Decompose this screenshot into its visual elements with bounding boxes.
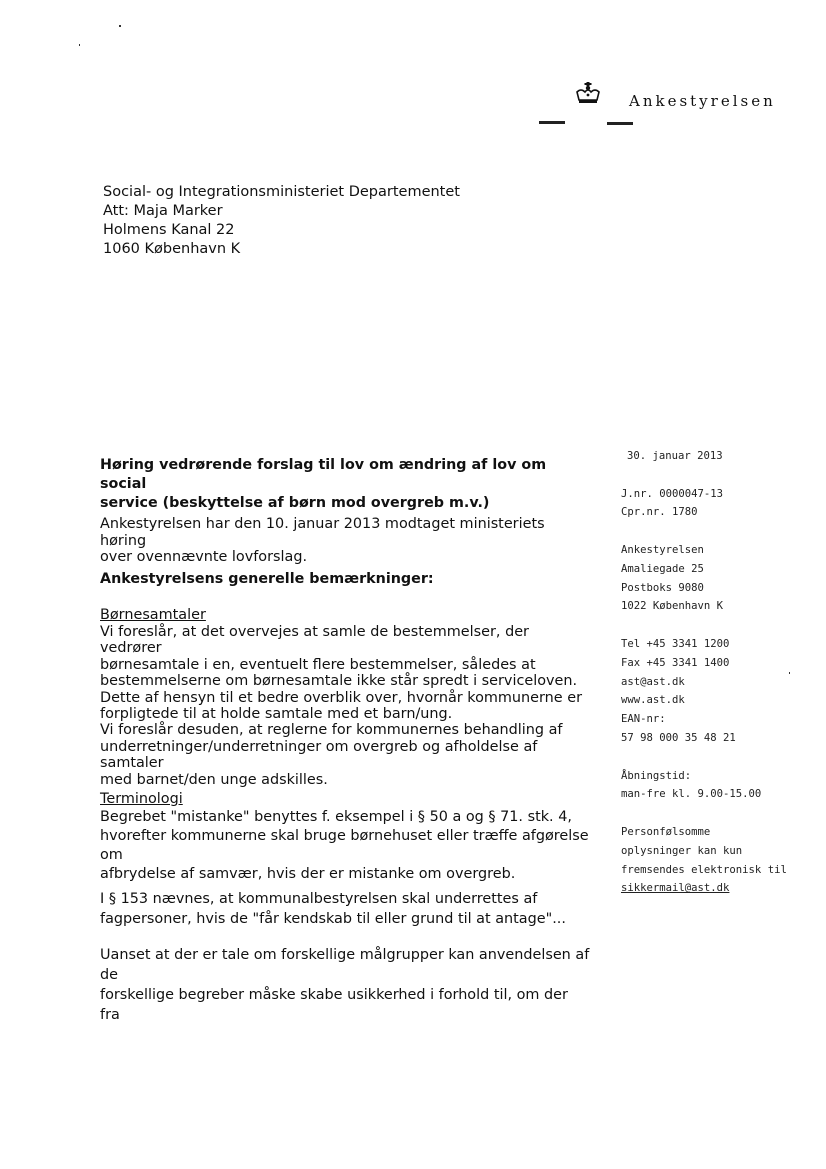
- subsection-heading: Børnesamtaler: [100, 607, 206, 623]
- letter-title: Høring vedrørende forslag til lov om ændring af lov om social service (beskyttelse af børn mod overgreb m.v.): [100, 457, 547, 511]
- ean-number: 57 98 000 35 48 21: [621, 731, 736, 744]
- journal-number: J.nr. 0000047-13: [621, 487, 724, 500]
- paragraph-line: Uanset at der er tale om forskellige målgrupper kan anvendelsen af de: [100, 947, 590, 983]
- subsection-heading: Terminologi: [100, 791, 183, 807]
- subsection-bornesamtaler: [100, 607, 590, 723]
- subsection-terminologi: [100, 791, 590, 884]
- recipient-line: Holmens Kanal 22: [103, 222, 235, 238]
- sender-address-line: Amaliegade 25: [621, 562, 704, 575]
- org-name: Ankestyrelsen: [629, 92, 776, 110]
- ean-label: EAN-nr:: [621, 713, 666, 726]
- section-heading: Ankestyrelsens generelle bemærkninger:: [100, 571, 434, 587]
- phone: Tel +45 3341 1200: [621, 637, 730, 650]
- paragraph-line: børnesamtale i en, eventuelt flere bestemmelser, således at: [100, 656, 536, 673]
- secure-email-link[interactable]: sikkermail@ast.dk: [621, 882, 730, 895]
- letterhead-rule: [539, 121, 565, 124]
- paragraph-line: Vi foreslår desuden, at reglerne for kommunernes behandling af: [100, 722, 563, 738]
- sidebar-info: [621, 447, 787, 898]
- scan-speck: [789, 672, 790, 674]
- sender-address-line: 1022 København K: [621, 600, 724, 613]
- paragraph-line: bestemmelserne om børnesamtale ikke står spredt i serviceloven.: [100, 673, 578, 689]
- sender-address-line: Postboks 9080: [621, 581, 704, 594]
- paragraph-line: I § 153 nævnes, at kommunalbestyrelsen skal underrettes af: [100, 891, 538, 907]
- secure-note-line: fremsendes elektronisk til: [621, 863, 787, 876]
- letterhead-rule: [607, 122, 633, 125]
- fax: Fax +45 3341 1400: [621, 656, 730, 669]
- paragraph-line: underretninger/underretninger om overgreb og afholdelse af samtaler: [100, 738, 538, 771]
- secure-note-line: Personfølsomme: [621, 825, 711, 838]
- cpr-number: Cpr.nr. 1780: [621, 506, 698, 519]
- paragraph-line: fagpersoner, hvis de "får kendskab til eller grund til at antage"...: [100, 911, 566, 927]
- website: www.ast.dk: [621, 694, 685, 707]
- scan-speck: [79, 44, 80, 46]
- paragraph: [100, 945, 590, 1025]
- letter-date: 30. januar 2013: [627, 450, 723, 462]
- sender-address-line: Ankestyrelsen: [621, 543, 704, 556]
- opening-hours: man-fre kl. 9.00-15.00: [621, 788, 762, 801]
- crown-icon: [575, 82, 601, 106]
- recipient-line: 1060 København K: [103, 241, 241, 257]
- paragraph-line: afbrydelse af samvær, hvis der er mistanke om overgreb.: [100, 865, 516, 882]
- recipient-line: Social- og Integrationsministeriet Departementet: [103, 184, 460, 200]
- paragraph: [100, 889, 590, 929]
- secure-note-line: oplysninger kan kun: [621, 844, 743, 857]
- email: ast@ast.dk: [621, 675, 685, 688]
- paragraph-line: Begrebet "mistanke" benyttes f. eksempel i § 50 a og § 71. stk. 4,: [100, 808, 572, 825]
- paragraph: [100, 722, 590, 788]
- paragraph-line: forpligtede til at holde samtale med et barn/ung.: [100, 706, 453, 722]
- paragraph-line: forskellige begreber måske skabe usikkerhed i forhold til, om der fra: [100, 987, 568, 1023]
- paragraph-line: hvorefter kommunerne skal bruge børnehuset eller træffe afgørelse om: [100, 827, 589, 863]
- paragraph-line: Vi foreslår, at det overvejes at samle de bestemmelser, der vedrører: [100, 623, 529, 656]
- recipient-line: Att: Maja Marker: [103, 203, 223, 219]
- intro-paragraph: Ankestyrelsen har den 10. januar 2013 modtaget ministeriets høring over ovennævnte lovforslag.: [100, 516, 545, 565]
- recipient-address: [103, 183, 460, 259]
- paragraph-line: Dette af hensyn til et bedre overblik over, hvornår kommunerne er: [100, 689, 582, 706]
- paragraph-line: med barnet/den unge adskilles.: [100, 771, 328, 788]
- opening-hours-label: Åbningstid:: [621, 769, 692, 782]
- scan-speck: [119, 25, 121, 27]
